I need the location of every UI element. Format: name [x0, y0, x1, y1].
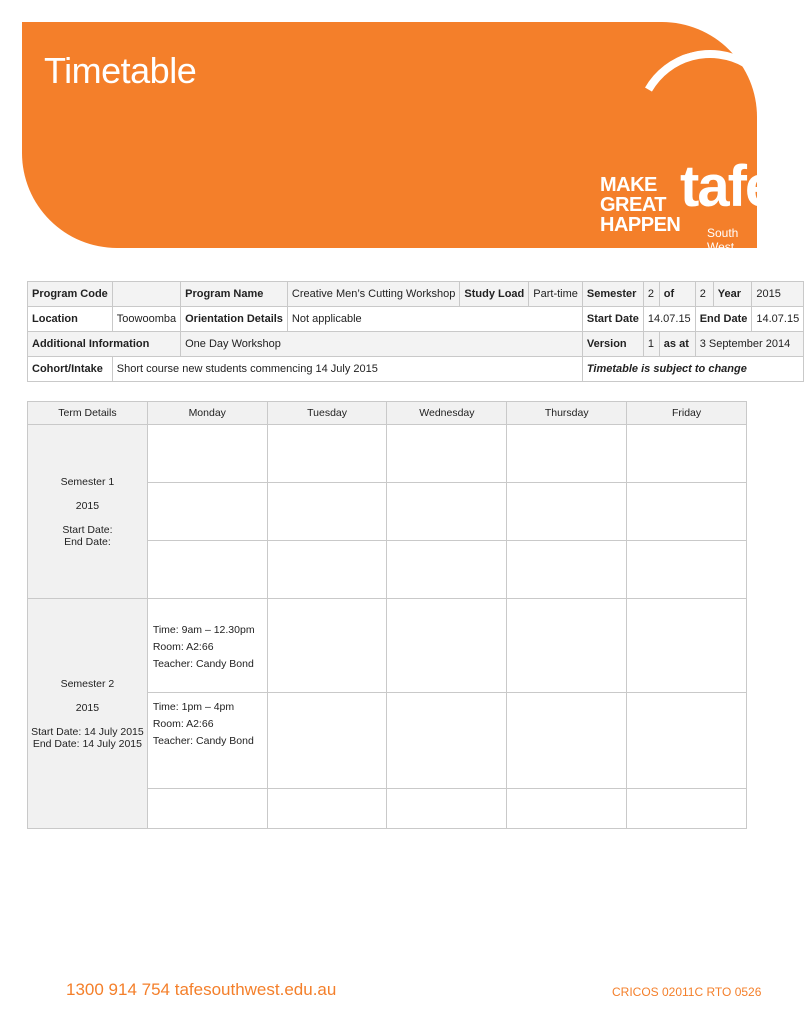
grid-cell [627, 425, 747, 483]
end-date-value: 14.07.15 [752, 307, 804, 332]
monday-session-1: Time: 9am – 12.30pm Room: A2:66 Teacher: Candy Bond [147, 599, 267, 693]
grid-cell [507, 693, 627, 789]
grid-cell [267, 425, 387, 483]
start-date-label: Start Date [582, 307, 643, 332]
program-code-value [112, 282, 180, 307]
start-date-value: 14.07.15 [643, 307, 695, 332]
grid-cell [627, 599, 747, 693]
semester-label: Semester [582, 282, 643, 307]
grid-cell [267, 483, 387, 541]
page-title: Timetable [44, 50, 197, 91]
tafe-logo [575, 40, 776, 254]
grid-cell [267, 541, 387, 599]
grid-cell [387, 541, 507, 599]
semester-2-details: Semester 2 2015 Start Date: 14 July 2015 End Date: 14 July 2015 [28, 599, 148, 829]
grid-cell [507, 425, 627, 483]
cohort-label: Cohort/Intake [28, 357, 113, 382]
grid-cell [627, 483, 747, 541]
grid-cell [387, 483, 507, 541]
of-label: of [659, 282, 695, 307]
grid-cell [627, 789, 747, 829]
col-tuesday: Tuesday [267, 402, 387, 425]
logo-brand: tafe [680, 154, 776, 219]
col-term-details: Term Details [28, 402, 148, 425]
study-load-label: Study Load [460, 282, 529, 307]
logo-slogan: MAKE GREAT HAPPEN [600, 174, 681, 236]
grid-cell [507, 483, 627, 541]
grid-cell [627, 693, 747, 789]
program-info-table [27, 281, 804, 382]
location-value: Toowoomba [112, 307, 180, 332]
footer-codes: CRICOS 02011C RTO 0526 [612, 985, 762, 999]
as-at-label: as at [659, 332, 695, 357]
semester-1-details: Semester 1 2015 Start Date: End Date: [28, 425, 148, 599]
grid-cell [267, 599, 387, 693]
semester-value: 2 [643, 282, 659, 307]
col-monday: Monday [147, 402, 267, 425]
timetable-notice: Timetable is subject to change [582, 357, 803, 382]
location-label: Location [28, 307, 113, 332]
grid-cell [507, 541, 627, 599]
as-at-value: 3 September 2014 [695, 332, 804, 357]
program-code-label: Program Code [28, 282, 113, 307]
grid-cell [147, 425, 267, 483]
grid-cell [387, 789, 507, 829]
col-thursday: Thursday [507, 402, 627, 425]
additional-info-label: Additional Information [28, 332, 181, 357]
program-name-label: Program Name [181, 282, 288, 307]
grid-cell [387, 693, 507, 789]
orientation-value: Not applicable [287, 307, 582, 332]
study-load-value: Part-time [529, 282, 583, 307]
of-value: 2 [695, 282, 713, 307]
col-friday: Friday [627, 402, 747, 425]
version-value: 1 [643, 332, 659, 357]
grid-cell [507, 789, 627, 829]
grid-cell [627, 541, 747, 599]
monday-session-2: Time: 1pm – 4pm Room: A2:66 Teacher: Candy Bond [147, 693, 267, 789]
version-label: Version [582, 332, 643, 357]
cohort-value: Short course new students commencing 14 July 2015 [112, 357, 582, 382]
additional-info-value: One Day Workshop [181, 332, 583, 357]
logo-region: South West [707, 226, 739, 254]
program-name-value: Creative Men’s Cutting Workshop [287, 282, 459, 307]
col-wednesday: Wednesday [387, 402, 507, 425]
grid-cell [507, 599, 627, 693]
grid-cell [387, 425, 507, 483]
grid-cell [267, 789, 387, 829]
year-label: Year [713, 282, 752, 307]
grid-cell [267, 693, 387, 789]
timetable-grid [27, 401, 747, 829]
grid-cell [147, 483, 267, 541]
year-value: 2015 [752, 282, 804, 307]
grid-cell [147, 541, 267, 599]
end-date-label: End Date [695, 307, 752, 332]
grid-cell [147, 789, 267, 829]
footer-contact: 1300 914 754 tafesouthwest.edu.au [66, 980, 337, 999]
grid-cell [387, 599, 507, 693]
orientation-label: Orientation Details [181, 307, 288, 332]
